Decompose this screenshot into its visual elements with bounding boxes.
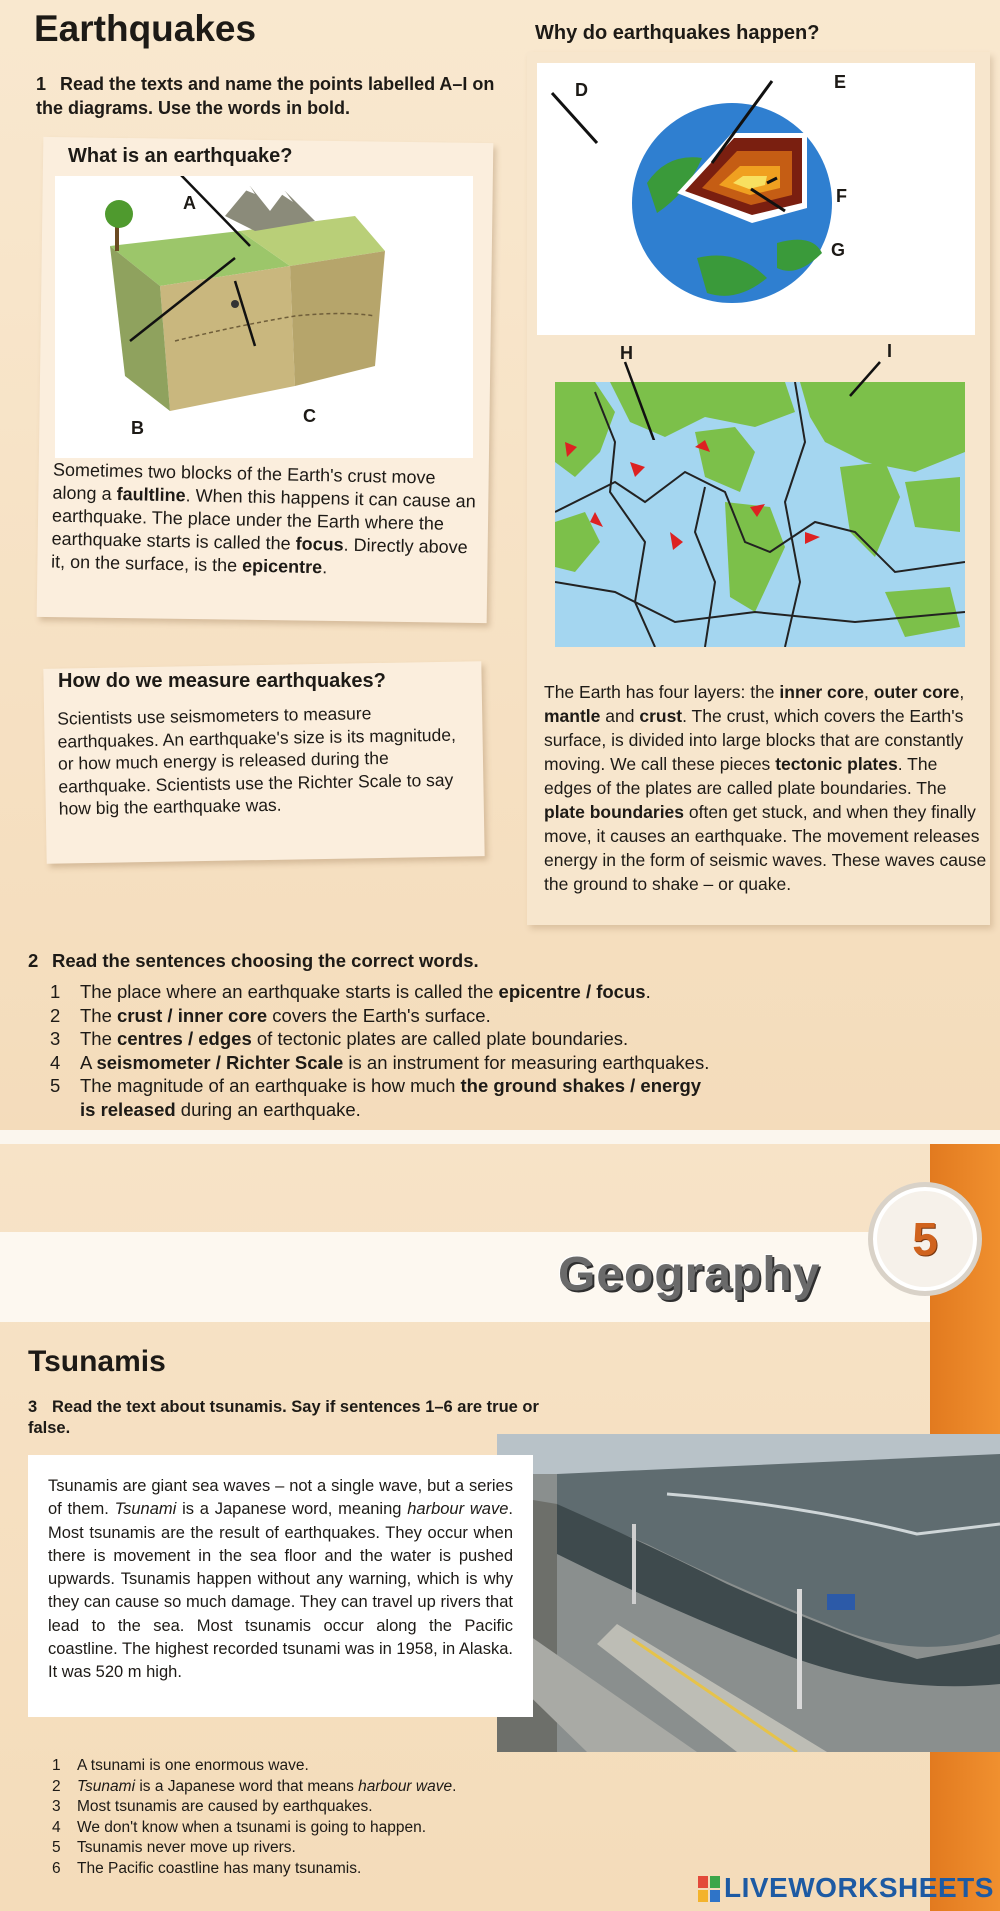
item-text: Most tsunamis are caused by earthquakes. <box>77 1798 373 1815</box>
label-c: C <box>303 406 316 426</box>
list-item <box>50 980 810 1004</box>
italic-term: harbour wave <box>358 1777 453 1795</box>
tsunami-title: Tsunamis <box>28 1345 166 1378</box>
task-3-sentences <box>52 1756 612 1879</box>
text-run: . Most tsunamis are the result of earthquakes. They occur when there is movement in the sea floor and the water is pushed upwards. Tsunamis happen without any warning, which is why they can cause so much damage. They can travel up rivers that lead to the sea. Most tsunamis occur along the Pacific coastline. The highest recorded tsunami was in 1958, in Alaska. It was 520 m high. <box>48 1500 513 1682</box>
bold-term: focus <box>295 533 344 555</box>
section-title: Geography <box>558 1248 821 1301</box>
list-item <box>50 1004 810 1028</box>
list-item <box>52 1859 612 1880</box>
list-item <box>50 1027 810 1051</box>
label-i: I <box>887 341 893 361</box>
task-text: Read the sentences choosing the correct words. <box>52 950 479 971</box>
item-number: 2 <box>50 1004 61 1026</box>
item-number: 3 <box>50 1028 61 1049</box>
measure-card-title: How do we measure earthquakes? <box>58 670 386 692</box>
item-number: 4 <box>52 1818 61 1836</box>
item-number: 1 <box>50 981 61 1002</box>
fault-block-illustration <box>55 176 473 458</box>
task-2-instruction <box>28 950 479 972</box>
text-run: . The crust, which covers the Earth's surface, is divided into large blocks that are constantly moving. We call these pieces <box>544 706 964 774</box>
word-choice[interactable]: is released <box>80 1098 176 1120</box>
text-run: . <box>321 557 328 578</box>
text-run: The place where an earthquake starts is called the <box>80 981 499 1002</box>
liveworksheets-logo[interactable]: LIVEWORKSHEETS <box>724 1872 994 1903</box>
earth-layers-illustration <box>537 63 975 335</box>
page-divider <box>0 1130 1000 1144</box>
globe-diagram <box>537 63 975 335</box>
text-run: , <box>959 682 965 702</box>
tsunami-photo <box>497 1434 1000 1752</box>
text-run: covers the Earth's surface. <box>267 1004 491 1026</box>
italic-term: Tsunami <box>114 1500 177 1519</box>
item-number: 4 <box>50 1051 61 1073</box>
label-b: B <box>131 418 144 438</box>
task-text: Read the text about tsunamis. Say if sentences 1–6 are true or false. <box>28 1398 539 1437</box>
item-text: A tsunami is one enormous wave. <box>77 1757 309 1774</box>
text-run: and <box>600 706 640 726</box>
word-choice[interactable]: centres / edges <box>117 1028 252 1049</box>
text-run: The Earth has four layers: the <box>544 682 780 702</box>
item-number: 3 <box>52 1798 61 1815</box>
text-run: A <box>80 1051 97 1073</box>
list-item <box>50 1074 810 1098</box>
list-item: 2 Tsunami is a Japanese word that means harbour wave. <box>52 1777 612 1798</box>
label-d: D <box>575 80 588 100</box>
italic-term: harbour wave <box>407 1500 509 1519</box>
text-run: . <box>645 981 651 1002</box>
card-title: What is an earthquake? <box>68 145 293 167</box>
text-run: . Directly above it, on the surface, is the <box>50 534 468 576</box>
fault-diagram <box>55 176 473 458</box>
task-1-instruction <box>36 72 496 120</box>
text-run: is a Japanese word, meaning <box>176 1500 408 1519</box>
bold-term: mantle <box>544 706 601 726</box>
text-run: Tsunamis are giant sea waves – not a single wave, but a series of them. <box>48 1477 513 1519</box>
word-choice[interactable]: seismometer / Richter Scale <box>96 1051 344 1073</box>
earthquake-text <box>51 459 478 583</box>
text-run: during an earthquake. <box>175 1098 361 1120</box>
item-number: 2 <box>52 1777 61 1795</box>
italic-term: Tsunami <box>77 1777 136 1795</box>
why-heading: Why do earthquakes happen? <box>535 22 820 44</box>
word-choice[interactable]: epicentre / focus <box>498 981 646 1002</box>
list-item <box>52 1838 612 1859</box>
layers-text <box>544 680 989 896</box>
label-a: A <box>183 193 196 213</box>
measure-card-text: Scientists use seismometers to measure earthquakes. An earthquake's size is its magnitude, or how much energy is released during the earthquake. Scientists use the Richter Scale to say how big the earthquake was. <box>57 703 457 819</box>
list-item <box>52 1756 612 1777</box>
text-run: of tectonic plates are called plate boundaries. <box>251 1028 629 1049</box>
bold-term: inner core <box>779 682 865 702</box>
text-run: often get stuck, and when they finally move, it causes an earthquake. The movement releases energy in the form of seismic waves. These waves cause the ground to shake – or quake. <box>544 802 987 894</box>
label-g: G <box>831 240 846 260</box>
unit-number: 5 <box>912 1213 938 1265</box>
label-h: H <box>620 343 633 363</box>
text-run: is an instrument for measuring earthquakes. <box>343 1051 710 1073</box>
item-number: 1 <box>52 1757 61 1774</box>
task-3-instruction <box>28 1397 568 1439</box>
page-title: Earthquakes <box>34 8 257 49</box>
list-item <box>52 1797 612 1818</box>
list-item <box>52 1818 612 1839</box>
tsunami-photo-illustration <box>497 1434 1000 1752</box>
list-item <box>50 1098 810 1122</box>
bold-term: tectonic plates <box>775 754 898 774</box>
item-text: Tsunamis never move up rivers. <box>77 1839 296 1856</box>
bold-term: plate boundaries <box>544 802 685 822</box>
item-number <box>50 1098 80 1122</box>
bold-term: crust <box>639 706 683 726</box>
text-run: , <box>864 682 874 702</box>
text-run: is a Japanese word that means <box>135 1777 359 1795</box>
task-number: 3 <box>28 1398 38 1416</box>
label-f: F <box>836 186 847 206</box>
word-choice[interactable]: crust / inner core <box>117 1004 268 1026</box>
item-number: 6 <box>52 1859 61 1877</box>
tsunami-text <box>48 1475 513 1685</box>
text-run: . The edges of the plates are called plate boundaries. The <box>544 754 947 798</box>
item-text: The Pacific coastline has many tsunamis. <box>77 1859 362 1877</box>
bold-term: outer core <box>873 682 960 702</box>
text-run: The magnitude of an earthquake is how much <box>80 1075 461 1096</box>
text-run: Sometimes two blocks of the Earth's crust move along a <box>52 459 436 504</box>
unit-badge <box>868 1182 982 1296</box>
task-text: Read the texts and name the points labelled A–I on the diagrams. Use the words in bold. <box>36 74 495 118</box>
task-2-sentences <box>50 980 810 1121</box>
task-number: 1 <box>36 74 47 94</box>
label-e: E <box>834 72 847 92</box>
item-number: 5 <box>50 1075 61 1096</box>
list-item <box>50 1051 810 1075</box>
item-text: We don't know when a tsunami is going to happen. <box>77 1818 427 1836</box>
word-choice[interactable]: the ground shakes / energy <box>460 1075 702 1096</box>
text-run: . When this happens it can cause an earthquake. The place under the Earth where the earthquake starts is called the <box>51 485 476 554</box>
text-run: The <box>80 1028 118 1049</box>
task-number: 2 <box>28 950 39 971</box>
liveworksheets-logo-icon <box>698 1876 720 1902</box>
bold-term: epicentre <box>241 555 323 578</box>
map-label-leaders <box>555 340 965 440</box>
item-number: 5 <box>52 1839 61 1856</box>
bold-term: faultline <box>116 483 186 506</box>
text-run: The <box>80 1004 118 1026</box>
